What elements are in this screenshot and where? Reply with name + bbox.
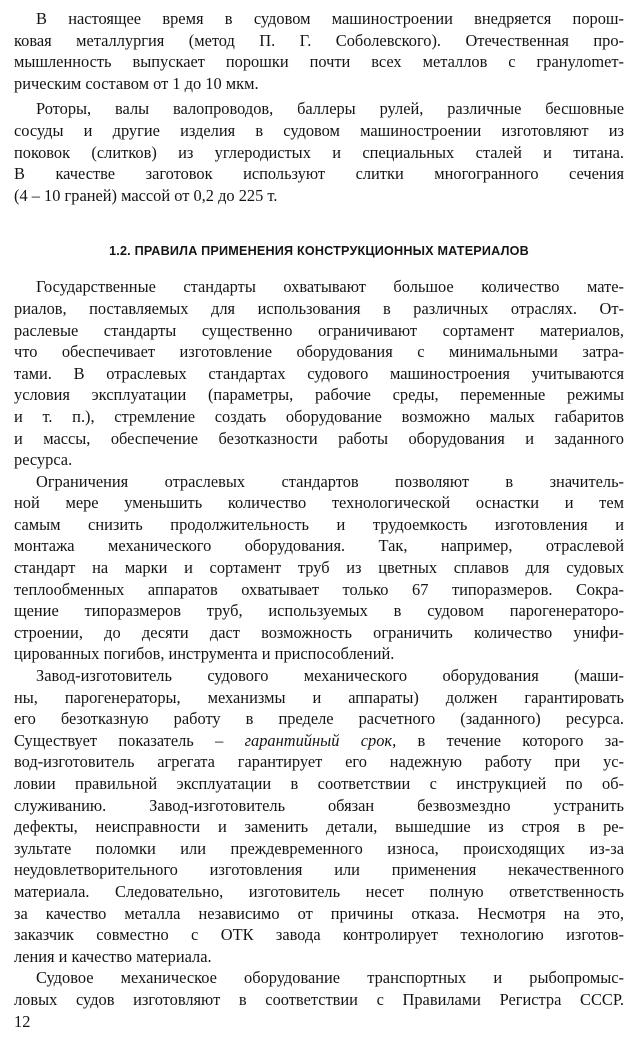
text-line: материала. Следовательно, изготовитель несет полную ответственность bbox=[14, 881, 624, 901]
page-body bbox=[14, 8, 624, 1011]
text-line: и т. п.), стремление создать оборудование возможно малых габаритов bbox=[14, 406, 624, 426]
text-line: неудовлетворительного изготовления или применения некачественного bbox=[14, 860, 624, 880]
text-line: Ограничения отраслевых стандартов позволяют в значитель- bbox=[36, 471, 624, 491]
text-line: служиванию. Завод-изготовитель обязан безвозмездно устранить bbox=[14, 795, 624, 815]
text-line: и массы, обеспечение безотказности работы оборудования и заданного bbox=[14, 428, 624, 448]
text-line: условия эксплуатации (параметры, рабочие среды, переменные режимы bbox=[14, 385, 624, 405]
text-line: что обеспечивает изготовление оборудования с минимальными затра- bbox=[14, 342, 624, 362]
paragraph bbox=[14, 967, 624, 1010]
text-line: теплообменных аппаратов охватывает только 67 типоразмеров. Сокра- bbox=[14, 579, 624, 599]
section-heading: 1.2. ПРАВИЛА ПРИМЕНЕНИЯ КОНСТРУКЦИОННЫХ МАТЕРИАЛОВ bbox=[109, 244, 529, 259]
text-line: стандарт на марки и сортамент труб из цветных сплавов для судовых bbox=[14, 558, 624, 578]
paragraph bbox=[14, 8, 624, 94]
paragraph bbox=[14, 276, 624, 470]
text-line: риалов, поставляемых для использования в различных отраслях. От- bbox=[14, 298, 624, 318]
text-line: ной мере уменьшить количество технологической оснастки и тем bbox=[14, 493, 624, 513]
text-line: Завод-изготовитель судового механического оборудования (маши- bbox=[36, 666, 624, 686]
text-line: заказчик совместно с ОТК завода контролирует технологию изготов- bbox=[14, 925, 624, 945]
page-number: 12 bbox=[14, 1012, 31, 1031]
text-span: Существует показатель – bbox=[14, 730, 245, 750]
text-line: Судовое механическое оборудование транспортных и рыбопромыс- bbox=[36, 968, 624, 988]
text-line: щение типоразмеров труб, используемых в судовом парогенераторо- bbox=[14, 601, 624, 621]
text-line: Роторы, валы валопроводов, баллеры рулей, различные бесшовные bbox=[36, 99, 624, 119]
text-line: цированных погибов, инструмента и приспособлений. bbox=[14, 644, 395, 664]
text-line: ковая металлургия (метод П. Г. Соболевского). Отечественная про- bbox=[14, 30, 624, 50]
text-line: вод-изготовитель агрегата гарантирует его надежную работу при ус- bbox=[14, 752, 624, 772]
text-line: В качестве заготовок используют слитки многогранного сечения bbox=[14, 164, 624, 184]
paragraph bbox=[14, 98, 624, 206]
text-line: поковок (слитков) из углеродистых и специальных сталей и титана. bbox=[14, 142, 624, 162]
text-line: ны, парогенераторы, механизмы и аппараты) должен гарантировать bbox=[14, 687, 624, 707]
italic-term: гарантийный срок, bbox=[244, 730, 397, 750]
text-line: строении, до десяти даст возможность ограничить количество унифи- bbox=[14, 622, 624, 642]
text-line: раслевые стандарты существенно ограничивают сортамент материалов, bbox=[14, 320, 624, 340]
text-line: ления и качество материала. bbox=[14, 946, 212, 966]
text-line: тами. В отраслевых стандартах судового машиностроения учитываются bbox=[14, 363, 624, 383]
text-line: мышленность выпускает порошки почти всех металлов с гранулomет- bbox=[14, 52, 624, 72]
text-line: самым снизить продолжительность и трудоемкость изготовления и bbox=[14, 514, 624, 534]
text-line: ловых судов изготовляют в соответствии с Правилами Регистра СССР. bbox=[14, 989, 624, 1009]
text-line: ловии правильной эксплуатации в соответствии с инструкцией по об- bbox=[14, 774, 624, 793]
paragraph bbox=[14, 665, 624, 967]
text-line: зультате поломки или преждевременного износа, происходящих из-за bbox=[14, 838, 624, 858]
text-line-with-italic bbox=[14, 730, 624, 752]
text-line: его безотказную работу в пределе расчетного (заданного) ресурса. bbox=[14, 709, 624, 729]
text-line: Государственные стандарты охватывают большое количество мате- bbox=[36, 277, 624, 297]
text-line: дефекты, неисправности и заменить детали, вышедшие из строя в ре- bbox=[14, 817, 624, 837]
text-line: В настоящее время в судовом машиностроении внедряется порош- bbox=[36, 9, 624, 28]
text-line: сосуды и другие изделия в судовом машиностроении изготовляют из bbox=[14, 120, 624, 140]
text-line: рическим составом от 1 до 10 мкм. bbox=[14, 73, 259, 93]
text-line: ресурса. bbox=[14, 450, 73, 470]
paragraph bbox=[14, 471, 624, 665]
text-line: монтажа механического оборудования. Так, например, отраслевой bbox=[14, 536, 624, 556]
text-line: (4 – 10 граней) массой от 0,2 до 225 т. bbox=[14, 185, 278, 205]
text-span: в течение которого за- bbox=[396, 730, 625, 750]
text-line: за качество металла независимо от причины отказа. Несмотря на это, bbox=[14, 903, 624, 923]
